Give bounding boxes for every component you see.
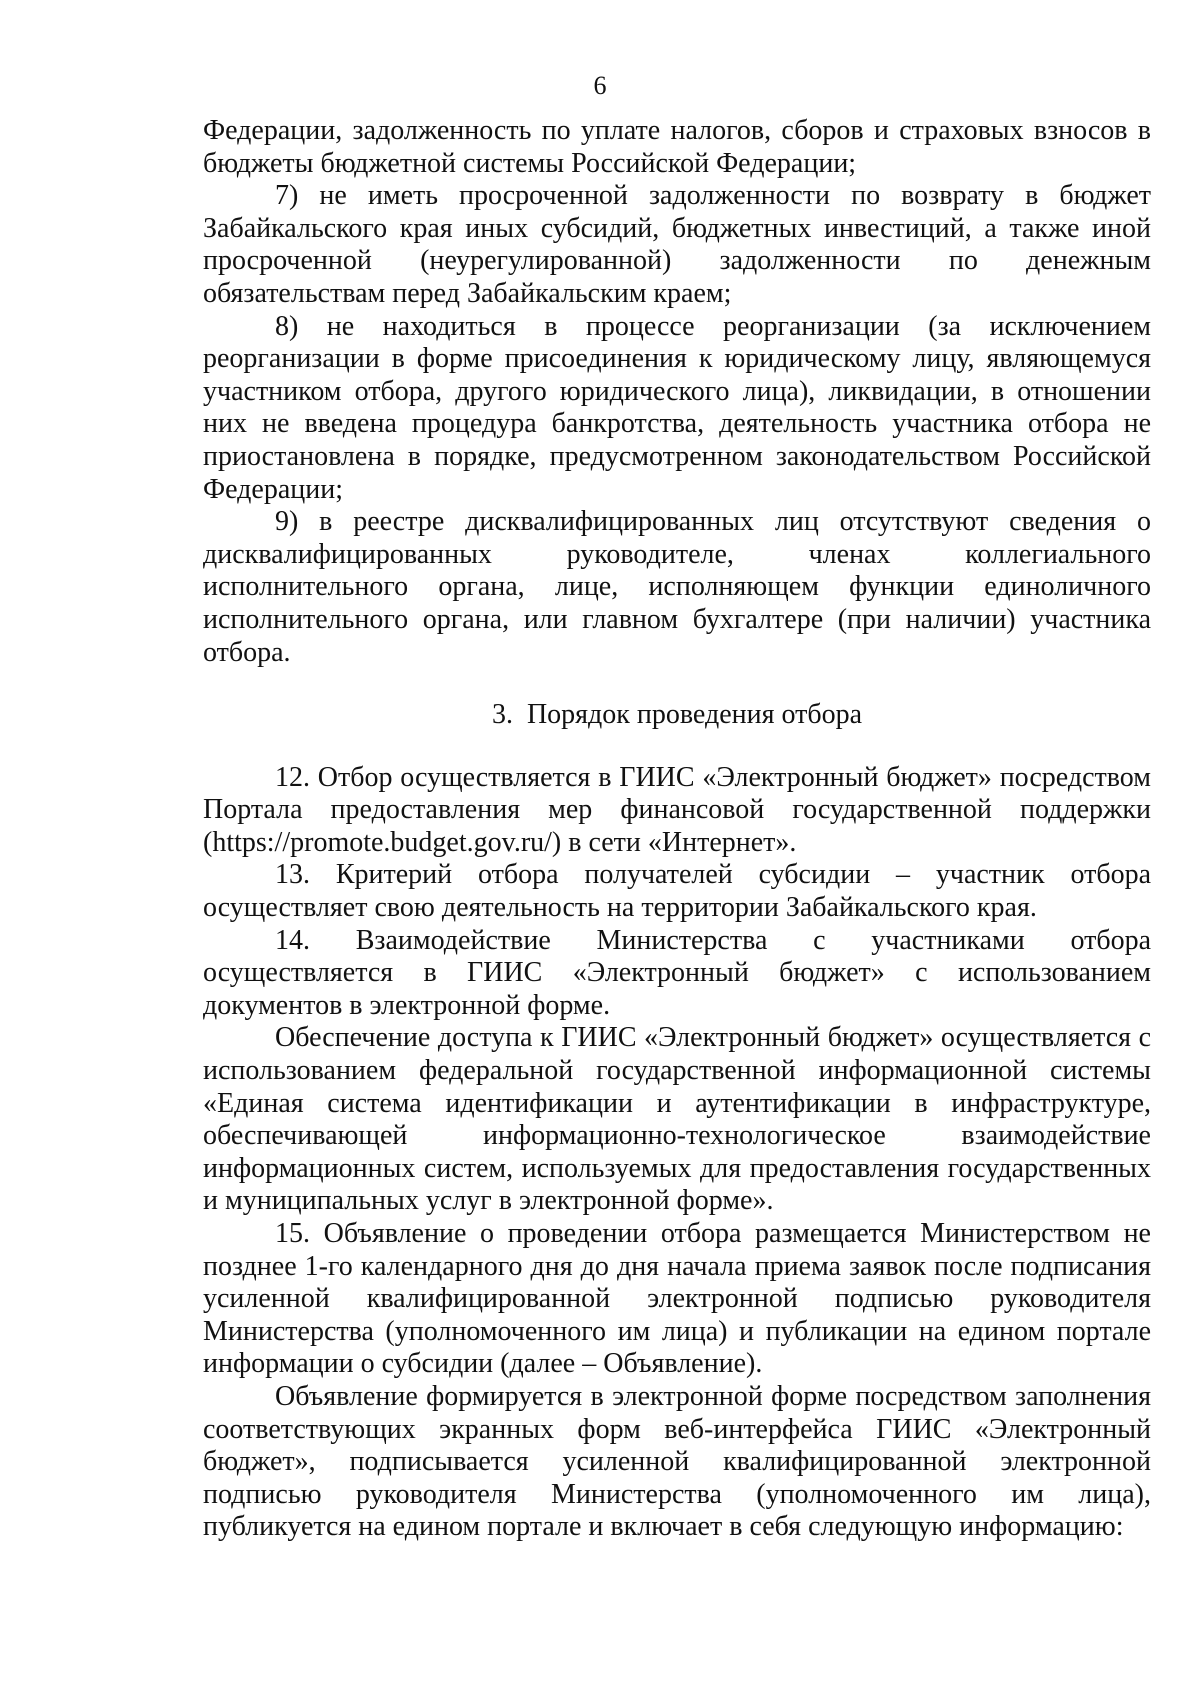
paragraph-14: 14. Взаимодействие Министерства с участниками отбора осуществляется в ГИИС «Электронный бюджет» с использованием документов в электронной форме.: [203, 924, 1151, 1021]
paragraph-item-8: 8) не находиться в процессе реорганизации (за исключением реорганизации в форме присоединения к юридическому лицу, являющемуся участником отбора, другого юридического лица), ликвидации, в отношении них не введена процедура банкротства, деятельность участника отбора не приостановлена в порядке, предусмотренном законодательством Российской Федерации;: [203, 310, 1151, 505]
paragraph-item-7: 7) не иметь просроченной задолженности по возврату в бюджет Забайкальского края иных субсидий, бюджетных инвестиций, а также иной просроченной (неурегулированной) задолженности по денежным обязательствам перед Забайкальским краем;: [203, 180, 1151, 309]
page-number: 6: [593, 71, 607, 100]
paragraph-continuation: Федерации, задолженность по уплате налогов, сборов и страховых взносов в бюджеты бюджетной системы Российской Федерации;: [203, 115, 1151, 179]
paragraph-13: 13. Критерий отбора получателей субсидии – участник отбора осуществляет свою деятельность на территории Забайкальского края.: [203, 859, 1151, 924]
section-heading: [203, 699, 1151, 732]
paragraph-12: 12. Отбор осуществляется в ГИИС «Электронный бюджет» посредством Портала предоставления мер финансовой государственной поддержки (https://promote.budget.gov.ru/) в сети «Интернет».: [203, 761, 1151, 858]
paragraph-announcement: Объявление формируется в электронной форме посредством заполнения соответствующих экранных форм веб-интерфейса ГИИС «Электронный бюджет», подписывается усиленной квалифицированной электронной подписью руководителя Министерства (уполномоченного им лица), публикуется на едином портале и включает в себя следующую информацию:: [203, 1380, 1151, 1543]
paragraph-15: 15. Объявление о проведении отбора размещается Министерством не позднее 1-го календарного дня до дня начала приема заявок после подписания усиленной квалифицированной электронной подписью руководителя Министерства (уполномоченного им лица) и публикации на едином портале информации о субсидии (далее – Объявление).: [203, 1218, 1151, 1380]
section-number: 3.: [491, 699, 513, 731]
paragraph-access: Обеспечение доступа к ГИИС «Электронный бюджет» осуществляется с использованием федеральной государственной информационной системы «Единая система идентификации и аутентификации в инфраструктуре, обеспечивающей информационно-технологическое взаимодействие информационных систем, используемых для предоставления государственных и муниципальных услуг в электронной форме».: [203, 1022, 1151, 1217]
section-title: Порядок проведения отбора: [526, 699, 863, 731]
paragraph-item-9: 9) в реестре дисквалифицированных лиц отсутствуют сведения о дисквалифицированных руководителе, членах коллегиального исполнительного органа, лице, исполняющем функции единоличного исполнительного органа, или главном бухгалтере (при наличии) участника отбора.: [203, 506, 1151, 668]
document-body: [203, 115, 1151, 1544]
